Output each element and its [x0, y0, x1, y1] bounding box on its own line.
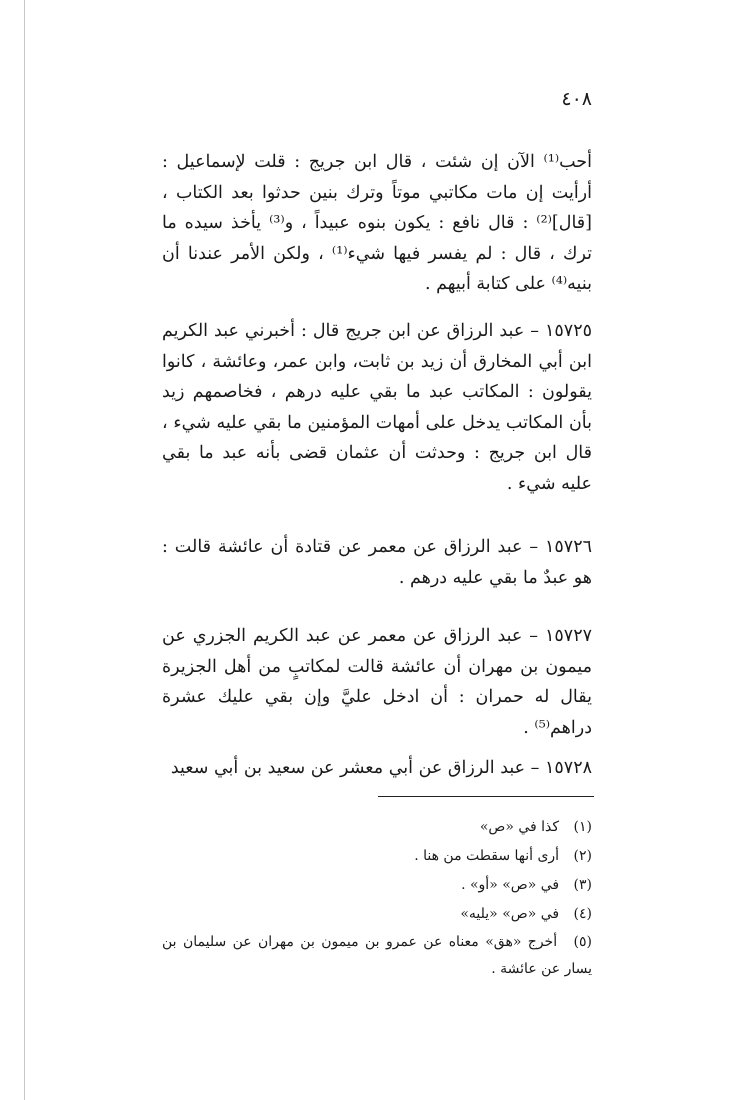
footnote-number: (٥): [573, 934, 592, 950]
paragraph-continuation: أحب⁽¹⁾ الآن إن شئت ، قال ابن جريج : قلت لإسماعيل : أرأيت إن مات مكاتبي موتاً وترك بنين حدثوا بعد الكتاب ، [قال]⁽²⁾ : قال نافع : يكون بنوه عبيداً ، و⁽³⁾ يأخذ سيده ما ترك ، قال : لم يفسر فيها شيء⁽¹⁾ ، ولكن الأمر عندنا أن بنيه⁽⁴⁾ على كتابة أبيهم .: [162, 152, 593, 294]
footnote-4: [162, 900, 592, 929]
footnote-number: (١): [573, 819, 592, 835]
footnote-2: [162, 842, 592, 871]
footnote-5: [162, 929, 592, 983]
footnote-number: (٢): [573, 848, 592, 864]
hadith-15728: ١٥٧٢٨ – عبد الرزاق عن أبي معشر عن سعيد بن أبي سعيد: [170, 758, 592, 778]
footnote-text: في «ص» «يليه»: [460, 906, 560, 922]
footnote-text: أرى أنها سقطت من هنا .: [414, 848, 560, 864]
hadith-15726: ١٥٧٢٦ – عبد الرزاق عن معمر عن قتادة أن عائشة قالت : هو عبدٌ ما بقي عليه درهم .: [162, 537, 592, 588]
hadith-15725: ١٥٧٢٥ – عبد الرزاق عن ابن جريج قال : أخبرني عبد الكريم ابن أبي المخارق أن زيد بن ثابت، وابن عمر، وعائشة ، كانوا يقولون : المكاتب عبد ما بقي عليه درهم ، فخاصمهم زيد بأن المكاتب يدخل على أمهات المؤمنين ما بقي عليه شيء ، قال ابن جريج : وحدثت أن عثمان قضى بأنه عبد ما بقي عليه شيء .: [162, 321, 592, 494]
footnote-number: (٤): [573, 906, 592, 922]
footnotes: [162, 813, 592, 983]
footnote-text: كذا في «ص»: [479, 819, 560, 835]
footnote-1: [162, 813, 592, 842]
footnote-text: أخرج «هق» معناه عن عمرو بن ميمون بن مهران عن سليمان بن يسار عن عائشة .: [162, 934, 592, 977]
footnote-divider: [378, 796, 594, 797]
page-margin-rule: [24, 0, 25, 1100]
footnote-number: (٣): [573, 877, 592, 893]
page-number: ٤٠٨: [561, 88, 592, 110]
footnote-text: في «ص» «أو» .: [461, 877, 560, 893]
hadith-15727: ١٥٧٢٧ – عبد الرزاق عن معمر عن عبد الكريم الجزري عن ميمون بن مهران أن عائشة قالت لمكاتبٍ من أهل الجزيرة يقال له حمران : أن ادخل عليَّ وإن بقي عليك عشرة دراهم⁽⁵⁾ .: [162, 626, 592, 738]
footnote-3: [162, 871, 592, 900]
